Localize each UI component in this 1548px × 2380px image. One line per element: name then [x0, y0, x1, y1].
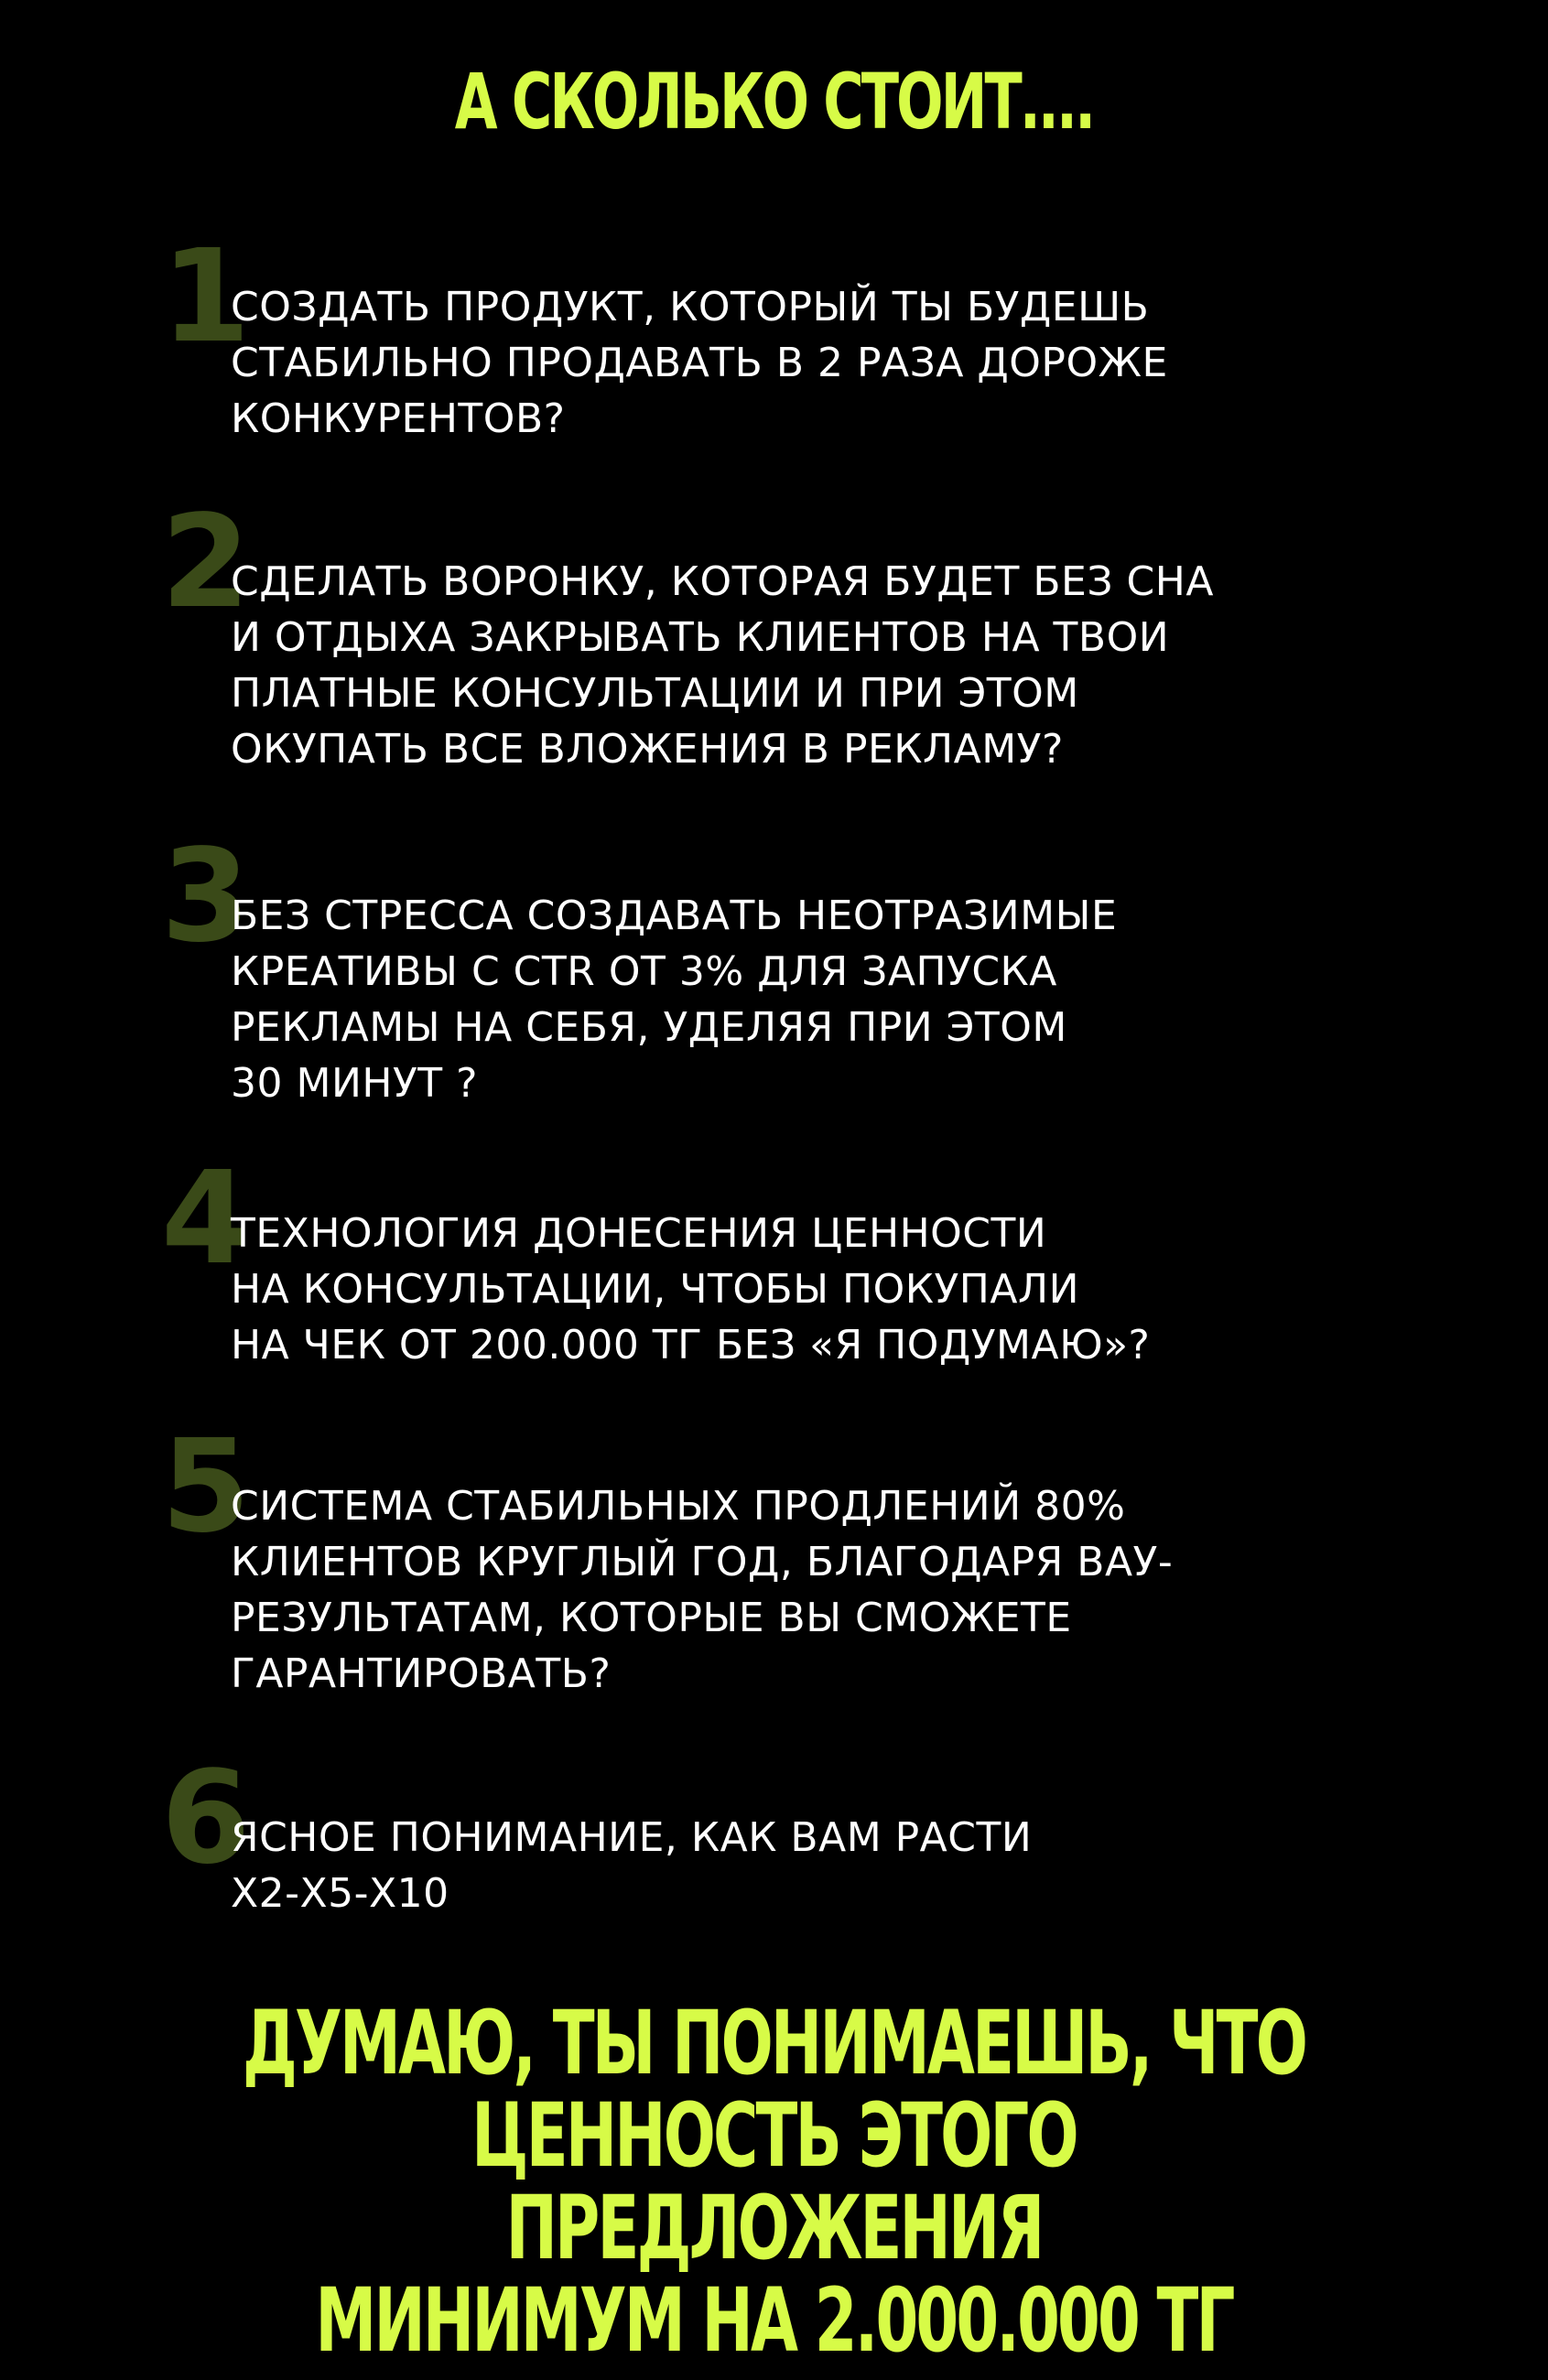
item-number: 3 — [161, 822, 245, 971]
item-line: ПЛАТНЫЕ КОНСУЛЬТАЦИИ И ПРИ ЭТОМ — [231, 670, 1079, 717]
item-text — [231, 554, 1421, 777]
item-line: БЕЗ СТРЕССА СОЗДАВАТЬ НЕОТРАЗИМЫЕ — [231, 892, 1118, 939]
item-number: 1 — [161, 222, 245, 372]
item-line: И ОТДЫХА ЗАКРЫВАТЬ КЛИЕНТОВ НА ТВОИ — [231, 614, 1170, 661]
item-line: СТАБИЛЬНО ПРОДАВАТЬ В 2 РАЗА ДОРОЖЕ — [231, 340, 1168, 386]
item-line: КРЕАТИВЫ С CTR ОТ 3% ДЛЯ ЗАПУСКА — [231, 948, 1057, 995]
item-text — [231, 279, 1421, 447]
item-text — [231, 1810, 1421, 1921]
item-line: СДЕЛАТЬ ВОРОНКУ, КОТОРАЯ БУДЕТ БЕЗ СНА — [231, 558, 1214, 605]
item-line: 30 МИНУТ ? — [231, 1060, 478, 1107]
list-item-2 — [0, 488, 1548, 773]
list-item-3 — [0, 822, 1548, 1107]
item-line: ЯСНОЕ ПОНИМАНИЕ, КАК ВАМ РАСТИ — [231, 1814, 1033, 1861]
item-line: КОНКУРЕНТОВ? — [231, 395, 566, 442]
page-title: А СКОЛЬКО СТОИТ.... — [454, 57, 1094, 146]
item-line: РЕЗУЛЬТАТАМ, КОТОРЫЕ ВЫ СМОЖЕТЕ — [231, 1595, 1072, 1641]
closing-line: ДУМАЮ, ТЫ ПОНИМАЕШЬ, ЧТО — [242, 1992, 1306, 2094]
item-number: 4 — [161, 1144, 245, 1293]
item-line: СОЗДАТЬ ПРОДУКТ, КОТОРЫЙ ТЫ БУДЕШЬ — [231, 284, 1150, 330]
item-text — [231, 1206, 1421, 1373]
list-item-5 — [0, 1412, 1548, 1697]
item-line: НА КОНСУЛЬТАЦИИ, ЧТОБЫ ПОКУПАЛИ — [231, 1266, 1079, 1313]
item-line: РЕКЛАМЫ НА СЕБЯ, УДЕЛЯЯ ПРИ ЭТОМ — [231, 1004, 1067, 1051]
item-number: 2 — [161, 488, 245, 637]
list-item-1 — [0, 222, 1548, 490]
item-line: КЛИЕНТОВ КРУГЛЫЙ ГОД, БЛАГОДАРЯ ВАУ- — [231, 1539, 1174, 1585]
item-line: ТЕХНОЛОГИЯ ДОНЕСЕНИЯ ЦЕННОСТИ — [231, 1210, 1047, 1257]
item-line: ОКУПАТЬ ВСЕ ВЛОЖЕНИЯ В РЕКЛАМУ? — [231, 726, 1064, 773]
item-line: СИСТЕМА СТАБИЛЬНЫХ ПРОДЛЕНИЙ 80% — [231, 1483, 1126, 1530]
closing-statement — [233, 1992, 1316, 2372]
list-item-4 — [0, 1144, 1548, 1412]
item-text — [231, 888, 1421, 1111]
item-number: 5 — [161, 1412, 245, 1562]
item-line: Х2-Х5-Х10 — [231, 1870, 449, 1917]
item-text — [231, 1478, 1421, 1702]
item-line: НА ЧЕК ОТ 200.000 ТГ БЕЗ «Я ПОДУМАЮ»? — [231, 1322, 1151, 1368]
item-number: 6 — [161, 1744, 245, 1893]
closing-line: ЦЕННОСТЬ ЭТОГО ПРЕДЛОЖЕНИЯ — [471, 2084, 1077, 2279]
item-line: ГАРАНТИРОВАТЬ? — [231, 1650, 612, 1697]
closing-line: МИНИМУМ НА 2.000.000 ТГ — [315, 2269, 1233, 2372]
list-item-6 — [0, 1744, 1548, 2011]
